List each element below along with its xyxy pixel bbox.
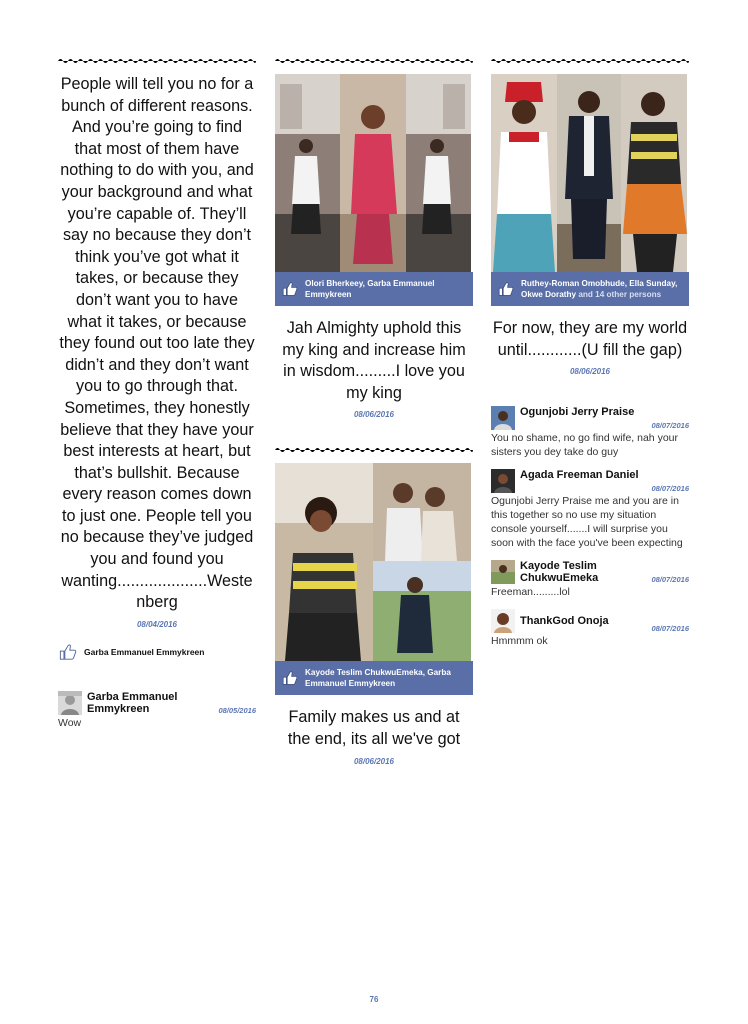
wavy-divider [275, 445, 473, 455]
likes-row [58, 643, 256, 661]
comment-author: Agada Freeman Daniel [520, 469, 639, 482]
comment-author: Ogunjobi Jerry Praise [520, 406, 635, 419]
comment [491, 609, 689, 648]
likes-names: Kayode Teslim ChukwuEmeka, Garba Emmanuel Emmykreen [305, 668, 451, 689]
like-bar [275, 272, 473, 306]
quote-text: People will tell you no for a bunch of different reasons. And you’re going to find that most of them have nothing to do with you, and your background and what you’re capable of. They’ll say no because they don’t think you’ve got what it takes, or because they don’t want you to have what it takes, or because they found out too late they didn’t and they don’t want you to go through that. Sometimes, they honestly believe that they have your best interests at heart, but that’s bullshit. Because every reason comes down to just one. People tell you no because they’ve judged you and found you wanting....................Westenberg [59, 75, 255, 612]
comment-date: 08/07/2016 [651, 624, 689, 634]
post-date: 08/04/2016 [136, 619, 178, 629]
comment [491, 469, 689, 550]
comment [491, 406, 689, 459]
comment-text: Hmmmm ok [491, 635, 548, 648]
wavy-divider [58, 56, 256, 66]
post-date: 08/06/2016 [569, 367, 611, 377]
thumbs-up-icon [58, 643, 78, 661]
thumbs-up-icon [282, 281, 298, 297]
likes-names: Ruthey-Roman Omobhude, Ella Sunday, Okwe Dorathy [521, 279, 678, 299]
column-quote [58, 56, 256, 730]
likes-names: Olori Bherkeey, Garba Emmanuel Emmykreen [305, 279, 435, 299]
avatar-icon [491, 560, 515, 584]
wavy-divider [275, 56, 473, 66]
comment-date: 08/07/2016 [651, 575, 689, 585]
post-date: 08/06/2016 [353, 756, 395, 766]
likes-names: Garba Emmanuel Emmykreen [84, 646, 205, 657]
comment-text: Freeman.........lol [491, 586, 570, 599]
comment-text: Wow [58, 716, 82, 729]
comment-text: Ogunjobi Jerry Praise me and you are in this together so no use my situation console yourself.......I will surprise you soon with the face you've been expecting [491, 495, 683, 550]
avatar-icon [491, 406, 515, 430]
post-caption: For now, they are my world until............(U fill the gap) [492, 319, 688, 359]
post-caption: Jah Almighty uphold this my king and increase him in wisdom.........I love you my king [282, 319, 466, 402]
comment-text: You no shame, no go find wife, nah your sisters you dey take do guy [491, 432, 678, 459]
like-bar [275, 661, 473, 695]
comment-date: 08/07/2016 [651, 421, 689, 431]
post-caption: Family makes us and at the end, its all we've got [287, 708, 461, 748]
wavy-divider [491, 56, 689, 66]
avatar-icon [491, 469, 515, 493]
post-photo [275, 463, 471, 661]
post-photo [275, 74, 471, 272]
post-photo [491, 74, 687, 272]
comment-date: 08/07/2016 [651, 484, 689, 494]
comment-author: Garba Emmanuel Emmykreen [87, 690, 178, 715]
post-date: 08/06/2016 [353, 410, 395, 420]
likes-more: and 14 other persons [578, 290, 662, 299]
comment-author: Kayode Teslim ChukwuEmeka [520, 560, 599, 585]
avatar-icon [58, 691, 82, 715]
like-bar [491, 272, 689, 306]
comment-author: ThankGod Onoja [520, 615, 609, 628]
thumbs-up-icon [498, 281, 514, 297]
page-number: 76 [369, 995, 379, 1004]
thumbs-up-icon [282, 670, 298, 686]
comment [58, 691, 256, 730]
comment [491, 560, 689, 599]
column-right [491, 56, 689, 648]
comment-date: 08/05/2016 [218, 705, 256, 715]
avatar-icon [491, 609, 515, 633]
column-middle [275, 56, 473, 766]
